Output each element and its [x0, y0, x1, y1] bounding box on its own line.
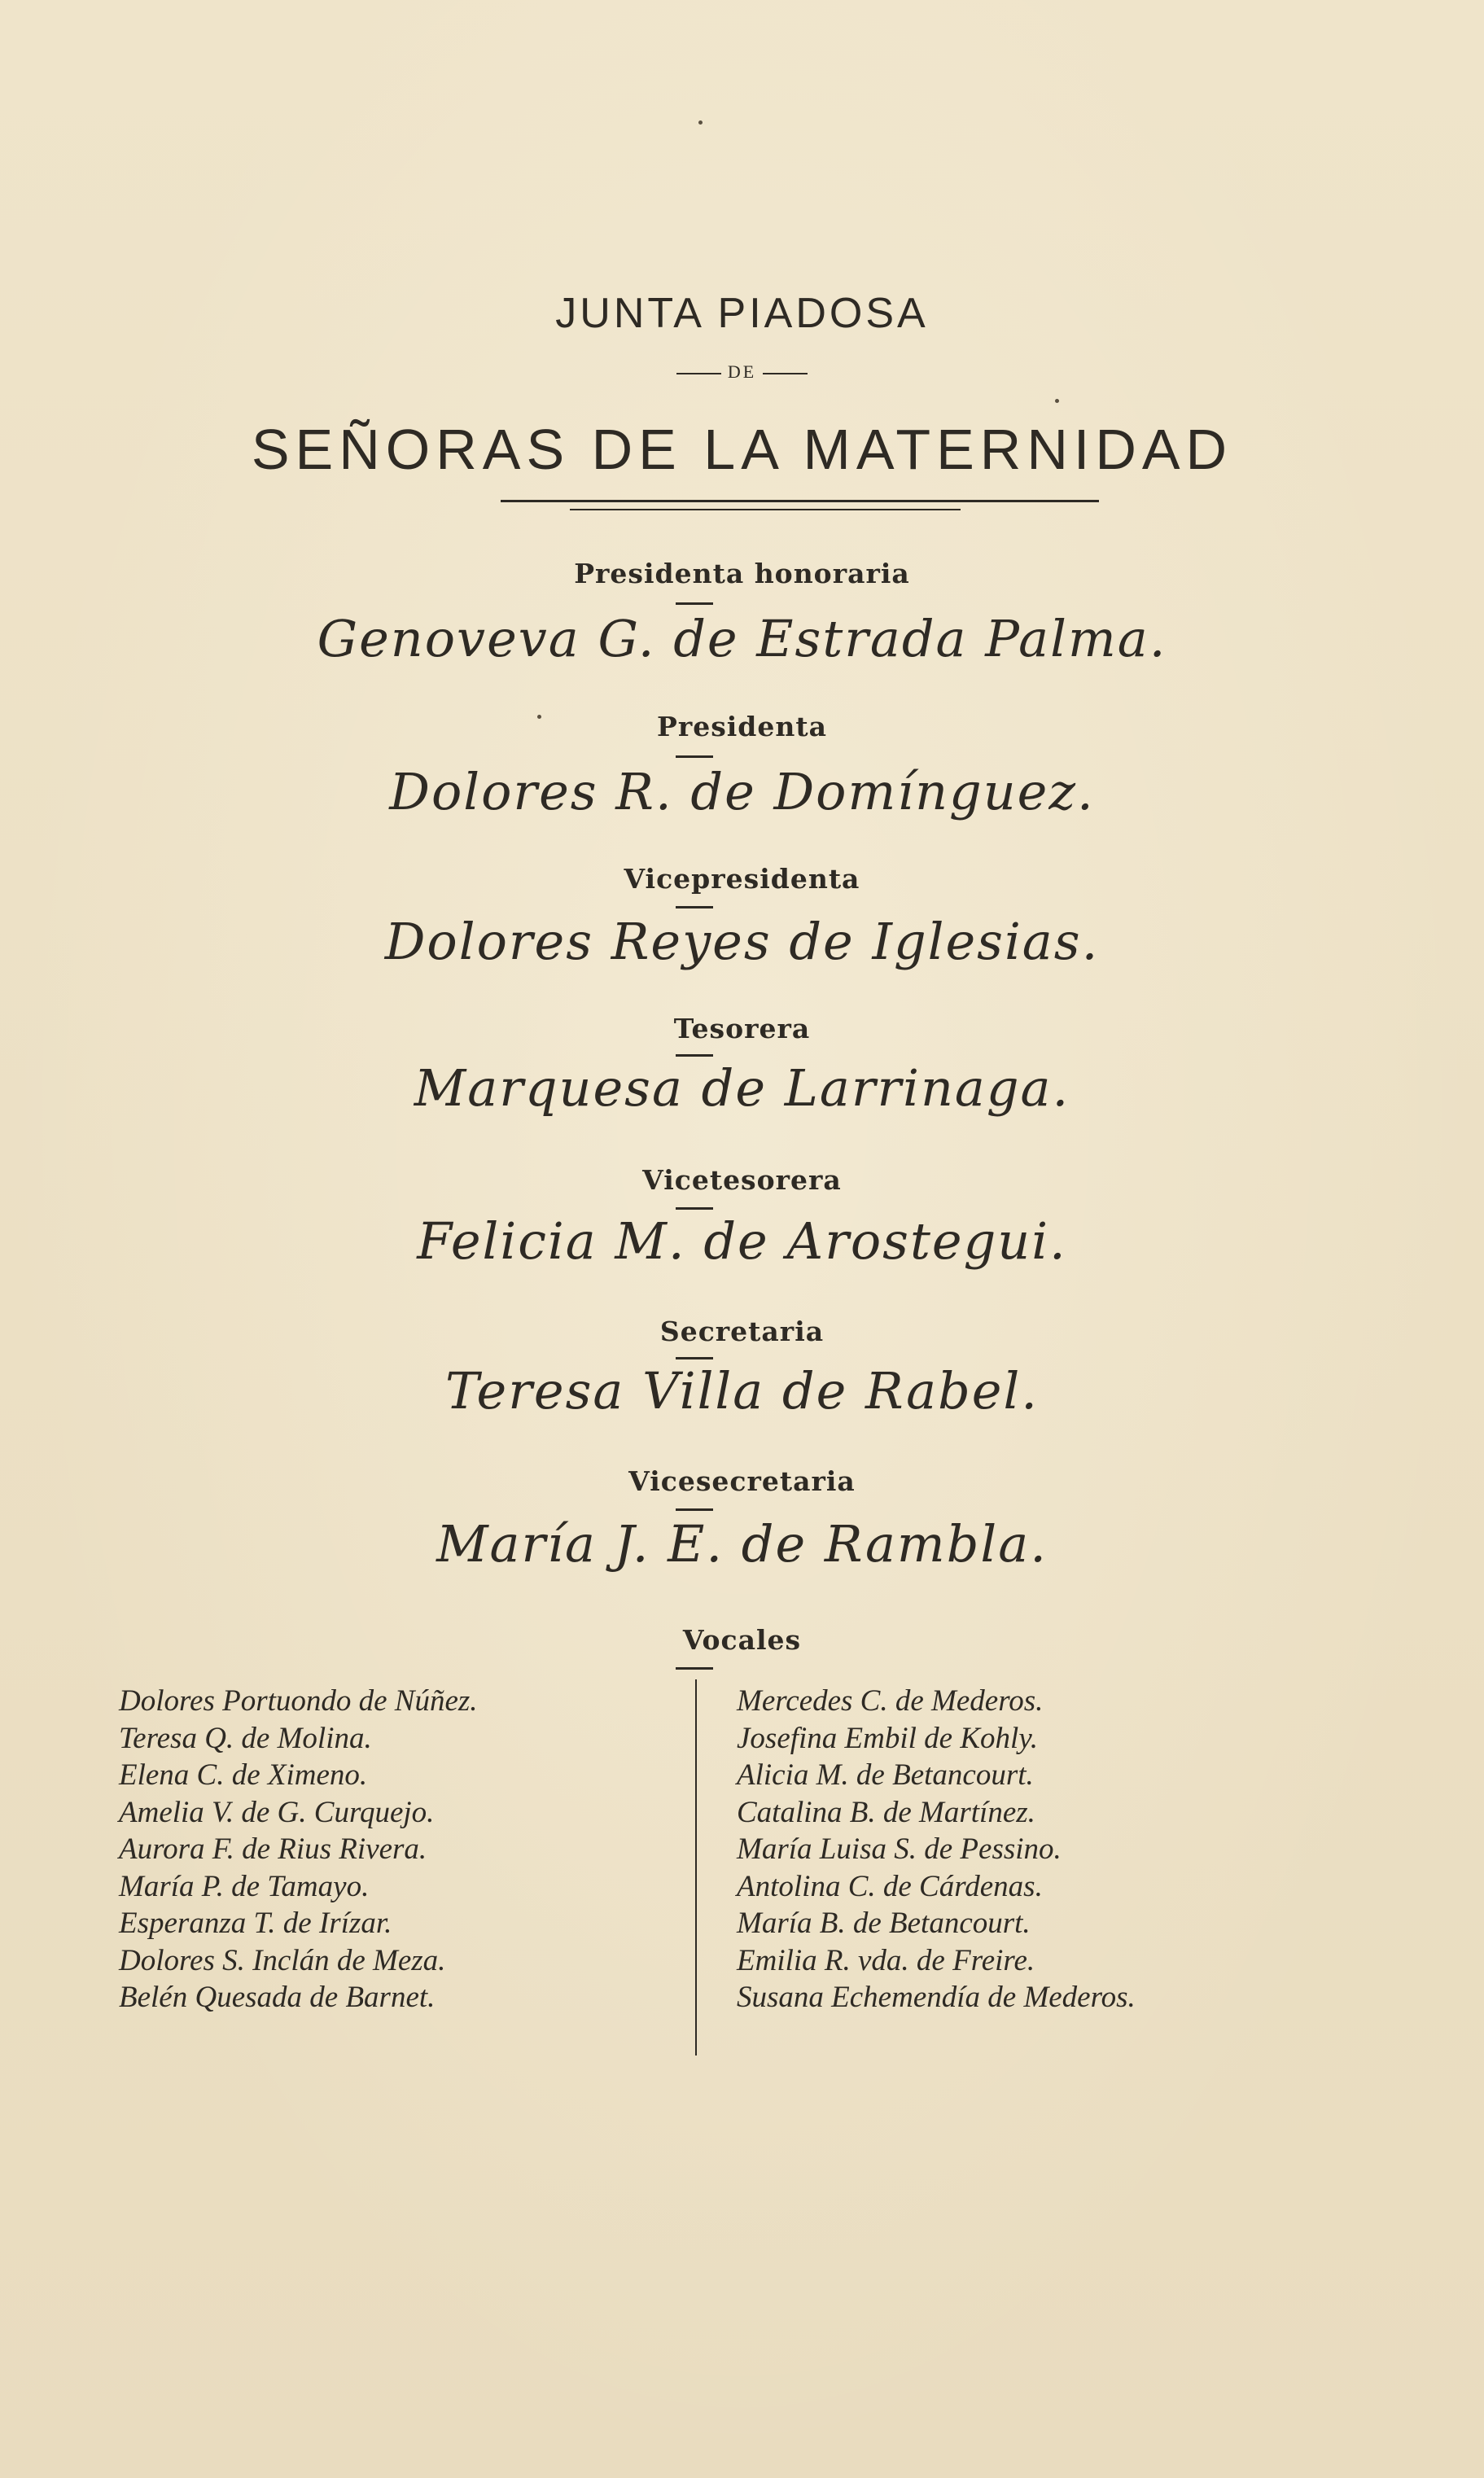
title-main: SEÑORAS DE LA MATERNIDAD	[251, 418, 1233, 481]
role-dash	[676, 1667, 713, 1670]
list-item: Esperanza T. de Irízar.	[119, 1907, 392, 1940]
list-item: María P. de Tamayo.	[119, 1869, 370, 1903]
list-item: Catalina B. de Martínez.	[737, 1795, 1035, 1829]
connector-text: DE	[727, 361, 757, 382]
list-item: Antolina C. de Cárdenas.	[737, 1869, 1043, 1903]
list-item: Amelia V. de G. Curquejo.	[119, 1795, 435, 1829]
list-item: Mercedes C. de Mederos.	[737, 1684, 1044, 1718]
role-dash	[676, 602, 713, 605]
connector-dash-right	[763, 373, 808, 374]
role-dash	[676, 1054, 713, 1057]
title-rule-bottom	[570, 509, 961, 510]
officer-presidenta-honoraria: Genoveva G. de Estrada Palma.	[317, 609, 1167, 668]
list-item: María B. de Betancourt.	[737, 1907, 1031, 1940]
list-item: María Luisa S. de Pessino.	[737, 1832, 1062, 1866]
officer-secretaria: Teresa Villa de Rabel.	[445, 1361, 1039, 1421]
list-item: Belén Quesada de Barnet.	[119, 1981, 436, 2014]
officer-vicesecretaria: María J. E. de Rambla.	[436, 1514, 1048, 1574]
title-rule-top	[501, 500, 1099, 502]
list-item: Aurora F. de Rius Rivera.	[119, 1832, 427, 1866]
list-item: Dolores Portuondo de Núñez.	[119, 1684, 478, 1718]
role-dash	[676, 1508, 713, 1511]
list-item: Josefina Embil de Kohly.	[737, 1721, 1038, 1755]
paper-speck	[698, 120, 703, 125]
paper-speck	[537, 715, 541, 719]
role-presidenta-honoraria: Presidenta honoraria	[574, 558, 910, 589]
list-item: Elena C. de Ximeno.	[119, 1758, 368, 1792]
role-dash	[676, 906, 713, 908]
role-dash	[676, 1207, 713, 1210]
role-presidenta: Presidenta	[657, 711, 827, 742]
role-secretaria: Secretaria	[659, 1316, 825, 1347]
list-item: Emilia R. vda. de Freire.	[737, 1943, 1035, 1977]
vocales-heading: Vocales	[682, 1624, 802, 1656]
list-item: Teresa Q. de Molina.	[119, 1721, 372, 1755]
title-connector	[0, 361, 1484, 383]
paper-speck	[1055, 399, 1059, 403]
officer-tesorera: Marquesa de Larrinaga.	[414, 1058, 1070, 1118]
list-item: Alicia M. de Betancourt.	[737, 1758, 1034, 1792]
list-item: Susana Echemendía de Mederos.	[737, 1981, 1136, 2014]
title-junta-piadosa: JUNTA PIADOSA	[555, 290, 929, 337]
vocales-left-column	[119, 1683, 478, 2016]
officer-presidenta: Dolores R. de Domínguez.	[389, 762, 1095, 821]
column-divider	[695, 1679, 697, 2056]
role-vicesecretaria: Vicesecretaria	[628, 1465, 856, 1497]
officer-vicepresidenta: Dolores Reyes de Iglesias.	[384, 912, 1100, 971]
role-tesorera: Tesorera	[673, 1013, 811, 1044]
connector-dash-left	[676, 373, 721, 374]
list-item: Dolores S. Inclán de Meza.	[119, 1943, 446, 1977]
role-vicetesorera: Vicetesorera	[642, 1164, 842, 1196]
role-dash	[676, 755, 713, 758]
vocales-right-column	[737, 1683, 1136, 2016]
role-vicepresidenta: Vicepresidenta	[624, 863, 860, 895]
officer-vicetesorera: Felicia M. de Arostegui.	[417, 1211, 1067, 1271]
role-dash	[676, 1357, 713, 1359]
